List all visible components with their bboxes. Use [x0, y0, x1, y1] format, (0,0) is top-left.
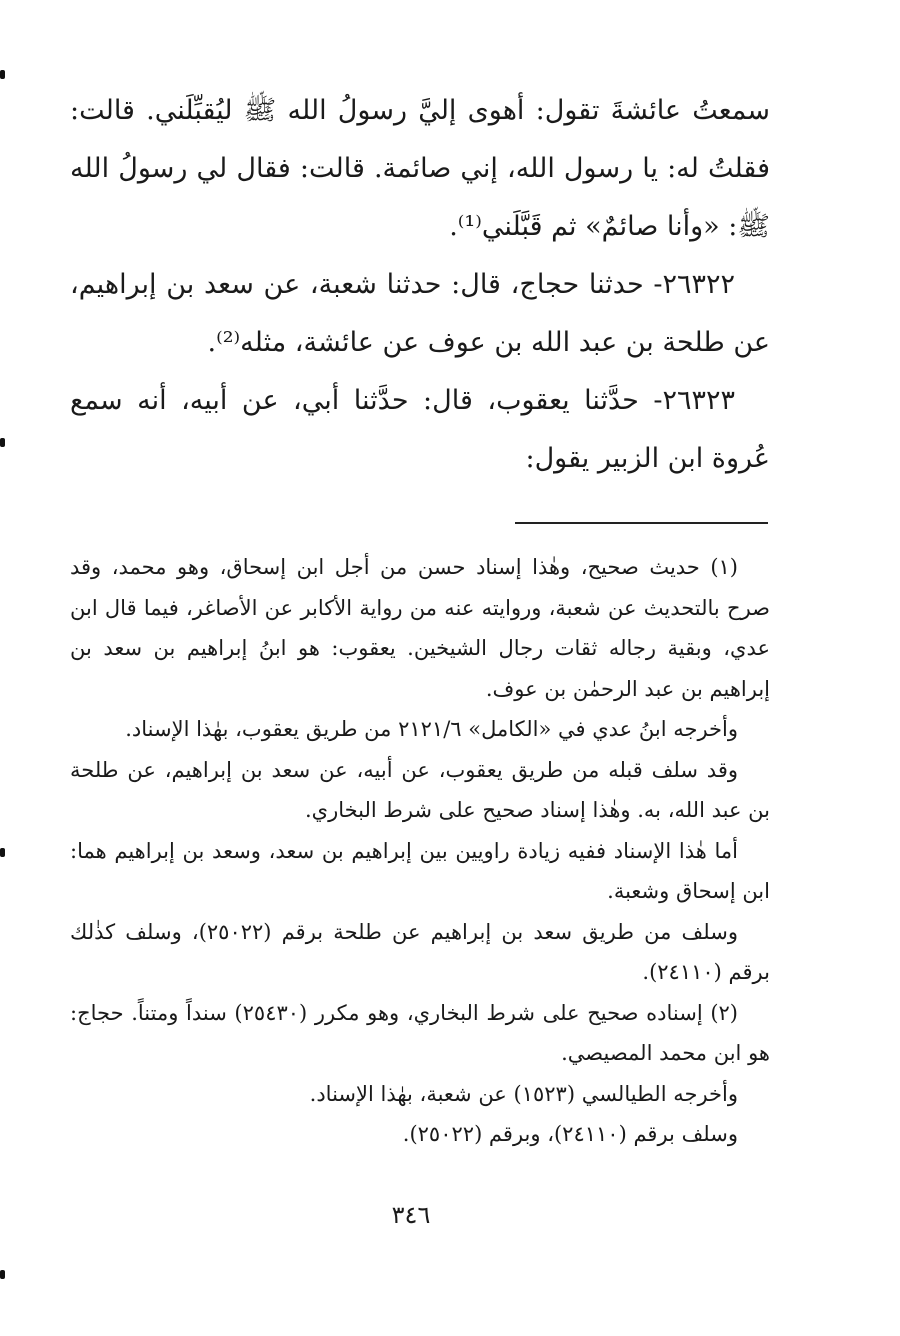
page-number: ٣٤٦	[391, 1201, 431, 1229]
footnote-1: (١) حديث صحيح، وهٰذا إسناد حسن من أجل ابن إسحاق، وهو محمد، وقد صرح بالتحديث عن شعبة، وروايته عنه من رواية الأكابر عن الأصاغر، فيما قال ابن عدي، وبقية رجاله ثقات رجال الشيخين. يعقوب: هو ابنُ إبراهيم بن سعد بن إبراهيم بن عبد الرحمٰن بن عوف.	[70, 555, 770, 701]
scan-mark	[0, 1270, 5, 1279]
footnote-1-paragraph: أما هٰذا الإسناد ففيه زيادة راويين بين إبراهيم بن سعد، وسعد بن إبراهيم هما: ابن إسحاق وشعبة.	[70, 838, 770, 903]
footnote-1-paragraph: وسلف من طريق سعد بن إبراهيم عن طلحة برقم (٢٥٠٢٢)، وسلف كذٰلك برقم (٢٤١١٠).	[70, 919, 770, 984]
footnotes	[70, 547, 770, 1155]
footnote-1-paragraph: وقد سلف قبله من طريق يعقوب، عن أبيه، عن سعد بن إبراهيم، عن طلحة بن عبد الله، به. وهٰذا إسناد صحيح على شرط البخاري.	[70, 757, 770, 822]
footnote-separator	[515, 522, 768, 524]
hadith-continuation: سمعتُ عائشةَ تقول: أهوى إليَّ رسولُ الله ﷺ ليُقبِّلَني. قالت: فقلتُ له: يا رسول الله، إني صائمة. قالت: فقال لي رسولُ الله ﷺ: «وأنا صائمٌ» ثم قَبَّلَني⁽¹⁾.	[70, 95, 770, 242]
footnote-2-paragraph: وسلف برقم (٢٤١١٠)، وبرقم (٢٥٠٢٢).	[402, 1122, 738, 1146]
scan-mark	[0, 70, 5, 79]
footnote-1-paragraph: وأخرجه ابنُ عدي في «الكامل» ٢١٢١/٦ من طريق يعقوب، بهٰذا الإسناد.	[125, 717, 738, 741]
footnote-2-paragraph: وأخرجه الطيالسي (١٥٢٣) عن شعبة، بهٰذا الإسناد.	[309, 1081, 738, 1106]
hadith-26323: ٢٦٣٢٣- حدَّثنا يعقوب، قال: حدَّثنا أبي، عن أبيه، أنه سمع عُروة ابن الزبير يقول:	[70, 385, 770, 474]
main-text	[70, 82, 770, 488]
footnote-2: (٢) إسناده صحيح على شرط البخاري، وهو مكرر (٢٥٤٣٠) سنداً ومتناً. حجاج: هو ابن محمد المصيصي.	[70, 1000, 770, 1065]
scan-mark	[0, 848, 5, 857]
hadith-26322: ٢٦٣٢٢- حدثنا حجاج، قال: حدثنا شعبة، عن سعد بن إبراهيم، عن طلحة بن عبد الله بن عوف عن عائشة، مثله⁽²⁾.	[70, 269, 770, 358]
scan-mark	[0, 438, 5, 447]
